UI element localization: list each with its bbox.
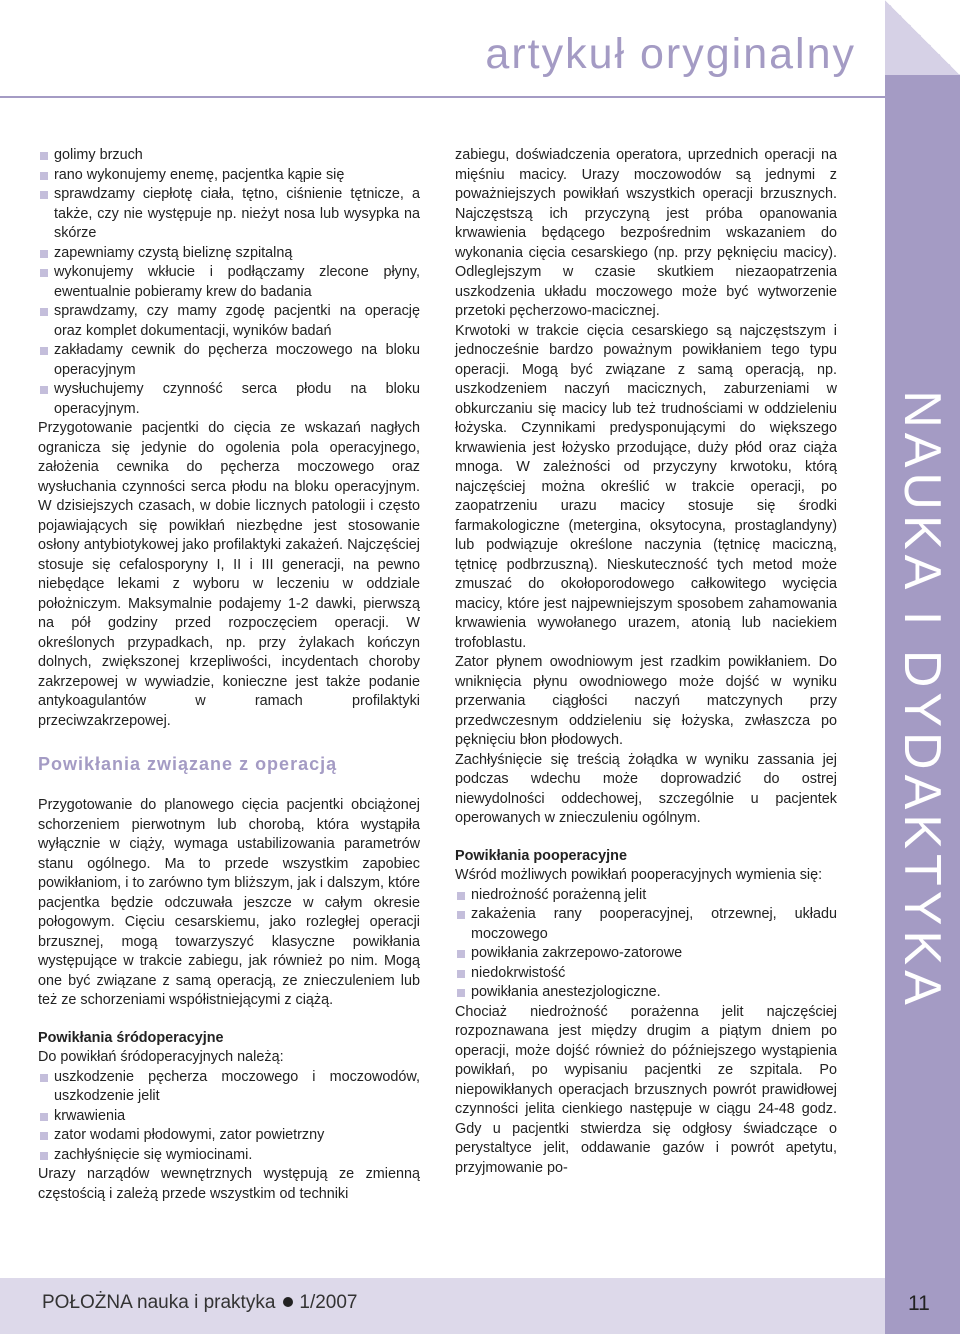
list-item: rano wykonujemy enemę, pacjentka kąpie się [38,166,420,186]
paragraph: Wśród możliwych powikłań pooperacyjnych wymienia się: [455,867,823,883]
list-item: uszkodzenie pęcherza moczowego i moczowodów, uszkodzenie jelit [38,1068,420,1107]
right-column [455,146,837,1178]
paragraph: Krwotoki w trakcie cięcia cesarskiego są najczęstszym i jednocześnie bardzo poważnym powikłaniem tego typu operacji. Mogą być związane z samą operacją, np. uszkodzeniem naczyń macicznych, zaburzeniami w obkurczaniu się macicy lub też trudnościami w oddzieleniu łożyska. Czynnikami predysponującymi do większego krwawienia jest łożysko przodujące, duży płód oraz ciąża mnoga. W zależności od przyczyny krwotoku, którą najczęściej można określić w trakcie operacji, po zaopatrzeniu urazu macicy stosuje się środki farmakologiczne (metergina, oksytocyna, prostaglandyny) lub podwiązuje określone naczynia (tętnicę maciczną, tętnicę podbrzuszną). Nieskuteczność tych metod może zmuszać do okołoporodowego całkowitego wycięcia macicy, które jest najpewniejszym sposobem zahamowania krwawienia wywołanego urazem, atonią lub naciekiem trofoblastu. [455,322,837,651]
list-item: zapewniamy czystą bieliznę szpitalną [38,244,420,264]
list-item: niedokrwistość [455,964,837,984]
paragraph: Zator płynem owodniowym jest rzadkim powikłaniem. Do wniknięcia płynu owodniowego może dojść w wyniku przerwania ciągłości naczyń matczynych przy przedwczesnym oddzieleniu się łożyska, zwłaszcza po pęknięciu błon płodowych. [455,654,837,748]
paragraph: Przygotowanie do planowego cięcia pacjentki obciążonej schorzeniem pierwotnym lub chorobą, która wystąpiła wyłącznie w ciąży, wymaga ustabilizowania parametrów stanu ogólnego. Ma to przede wszystkim zapobiec powikłaniom, i to zarówno tym bliższym, jak i dalszym, które pacjentka będzie odczuwała jeszcze w całym okresie połogowym. Cięciu cesarskiemu, jako rozległej operacji brzusznej, mogą towarzyszyć klasyczne powikłania występujące w trakcie zabiegu, jak również po nim. Mogą one być związane z samą operacją, ze znieczuleniem lub też ze schorzeniami współistniejącymi z ciążą. [38,797,420,1008]
page-corner-fold [885,0,960,75]
list-item: zachłyśnięcie się wymiocinami. [38,1146,420,1166]
list-item: powikłania zakrzepowo-zatorowe [455,944,837,964]
bullet-dot-icon [283,1297,293,1307]
issue-number: 1/2007 [299,1292,358,1313]
postoperative-list [455,886,837,1003]
header-divider [0,96,885,98]
subheading: Powikłania śródoperacyjne [38,1029,224,1046]
list-item: golimy brzuch [38,146,420,166]
intraoperative-list [38,1068,420,1166]
preparation-list [38,146,420,419]
paragraph: Chociaż niedrożność porażenna jelit najczęściej rozpoznawana jest między drugim a piątym dniem po operacji, może dojść również do późniejszego wystąpienia powikłań, po wypisaniu pacjentki ze szpitala. Po niepowikłanych operacjach brzusznych powrót prawidłowej czynności jelita cienkiego następuje w ciągu 24-48 godz. Gdy u pacjentki stwierdza się odgłosy świadczące o perystaltyce jelit, oddawanie gazów i powrót apetytu, przyjmowanie po- [455,1003,837,1176]
subheading: Powikłania pooperacyjne [455,847,627,864]
list-item: sprawdzamy, czy mamy zgodę pacjentki na operację oraz komplet dokumentacji, wyników badań [38,302,420,341]
list-item: krwawienia [38,1107,420,1127]
list-item: zator wodami płodowymi, zator powietrzny [38,1126,420,1146]
paragraph: Urazy narządów wewnętrznych występują ze zmienną częstością i zależą przede wszystkim od techniki [38,1166,420,1202]
page-number: 11 [908,1292,930,1315]
list-item: niedrożność porażenną jelit [455,886,837,906]
paragraph: zabiegu, doświadczenia operatora, uprzednich operacji na mięśniu macicy. Urazy moczowodów są jednymi z poważniejszych powikłań wszystkich operacji brzusznych. Najczęstszą ich przyczyną jest próba opanowania krwawienia będącego bezpośrednim wskazaniem do wykonania cięcia cesarskiego (np. przy pęknięciu macicy). Odleglejszym w czasie skutkiem niezaopatrzenia uszkodzenia układu moczowego może być wytworzenie przetoki pęcherzowo-macicznej. [455,147,837,319]
list-item: wykonujemy wkłucie i podłączamy zlecone płyny, ewentualnie pobieramy krew do badania [38,263,420,302]
section-title: artykuł oryginalny [485,30,856,78]
left-column [38,146,420,1204]
list-item: zakażenia rany pooperacyjnej, otrzewnej, układu moczowego [455,905,837,944]
journal-name: POŁOŻNA nauka i praktyka [42,1292,276,1313]
paragraph: Do powikłań śródoperacyjnych należą: [38,1049,284,1065]
paragraph: Przygotowanie pacjentki do cięcia ze wskazań nagłych ogranicza się jedynie do ogolenia pola operacyjnego, założenia cewnika do pęcherza moczowego oraz wysłuchania czynności serca płodu na bloku operacyjnym. W dzisiejszych czasach, w dobie licznych patologii i często pojawiających się powikłań niezbędne jest stosowanie osłony antybiotykowej jako profilaktyki zakażeń. Najczęściej stosuje się cefalosporyny I, II i III generacji, na pewno niebędące lekami z wyboru w leczeniu w oddziale położniczym. Maksymalnie podajemy 1-2 dawki, pierwszą na pół godziny przed rozpoczęciem operacji. W określonych przypadkach, np. przy żylakach kończyn dolnych, zwiększonej krzepliwości, incydentach choroby zakrzepowej w wywiadzie, konieczne jest także podanie antykoagulantów w ramach profilaktyki przeciwzakrzepowej. [38,420,420,729]
list-item: sprawdzamy ciepłotę ciała, tętno, ciśnienie tętnicze, a także, czy nie występuje np. nieżyt nosa lub wysypka na skórze [38,185,420,244]
list-item: wysłuchujemy czynność serca płodu na bloku operacyjnym. [38,380,420,419]
section-heading: Powikłania związane z operacją [38,754,338,774]
list-item: powikłania anestezjologiczne. [455,983,837,1003]
footer-journal [42,1292,358,1314]
vertical-section-label: NAUKA I DYDAKTYKA [893,390,951,1010]
paragraph: Zachłyśnięcie się treścią żołądka w wyniku zassania jej podczas wdechu może doprowadzić do ostrej niewydolności oddechowej, szczególnie u pacjentek operowanych w znieczuleniu ogólnym. [455,751,837,826]
list-item: zakładamy cewnik do pęcherza moczowego na bloku operacyjnym [38,341,420,380]
